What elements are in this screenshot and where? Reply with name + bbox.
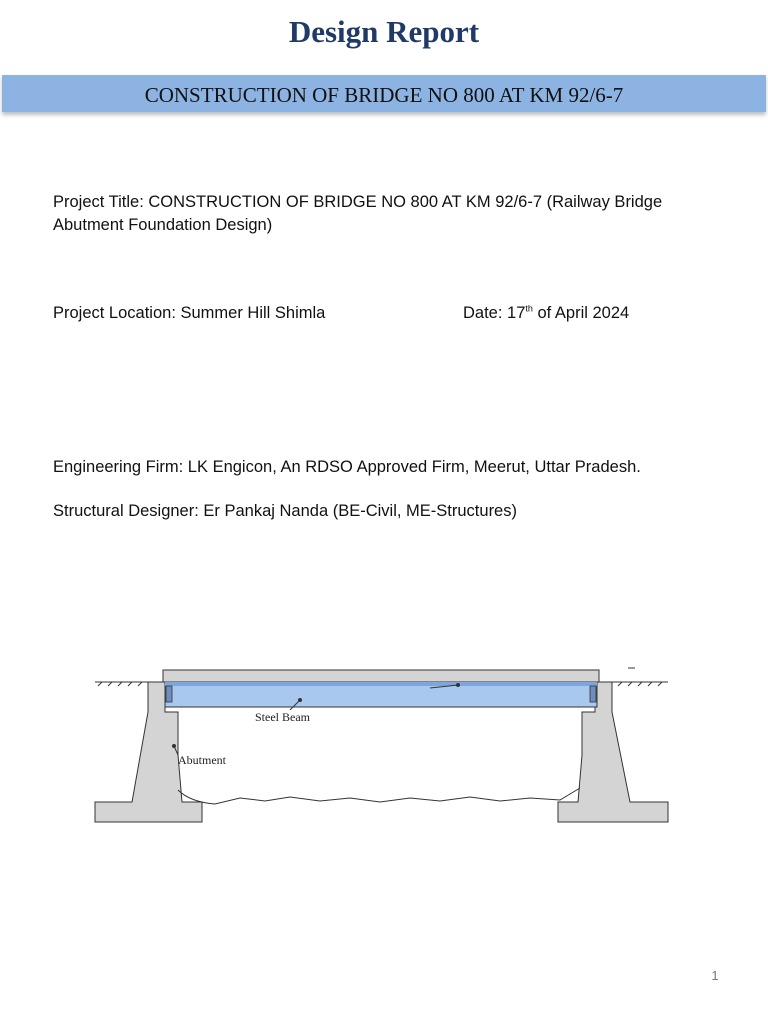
- date-suffix: of April 2024: [532, 304, 630, 322]
- label-abutment: Abutment: [178, 753, 226, 767]
- date-ordinal-suffix: th: [525, 303, 533, 314]
- ground-line-left: [95, 682, 148, 686]
- banner-text: CONSTRUCTION OF BRIDGE NO 800 AT KM 92/6-7: [144, 83, 624, 107]
- abutment-leader-dot: [172, 744, 176, 748]
- bridge-diagram: [90, 660, 680, 835]
- date-prefix: Date: 17: [463, 304, 526, 322]
- engineering-firm: Engineering Firm: LK Engicon, An RDSO Approved Firm, Meerut, Uttar Pradesh.: [53, 458, 641, 476]
- bridge-deck: [163, 670, 599, 682]
- label-steel-beam: Steel Beam: [255, 710, 310, 724]
- report-title: Design Report: [288, 14, 480, 49]
- project-location: Project Location: Summer Hill Shimla: [53, 304, 326, 322]
- project-title-line-2: Abutment Foundation Design): [53, 216, 273, 234]
- beam-leader-dot: [298, 698, 302, 702]
- beam-top-flange: [165, 682, 597, 686]
- left-bearing: [166, 686, 172, 702]
- structural-designer: Structural Designer: Er Pankaj Nanda (BE-Civil, ME-Structures): [53, 502, 517, 520]
- page-number: 1: [711, 968, 719, 983]
- project-date: [463, 302, 629, 325]
- project-title-line-1: Project Title: CONSTRUCTION OF BRIDGE NO 800 AT KM 92/6-7 (Railway Bridge: [53, 193, 663, 211]
- river-bed: [178, 788, 580, 804]
- ground-line-right: [612, 682, 668, 686]
- title-banner: [2, 75, 766, 112]
- right-bearing: [590, 686, 596, 702]
- deck-leader-dot: [456, 683, 460, 687]
